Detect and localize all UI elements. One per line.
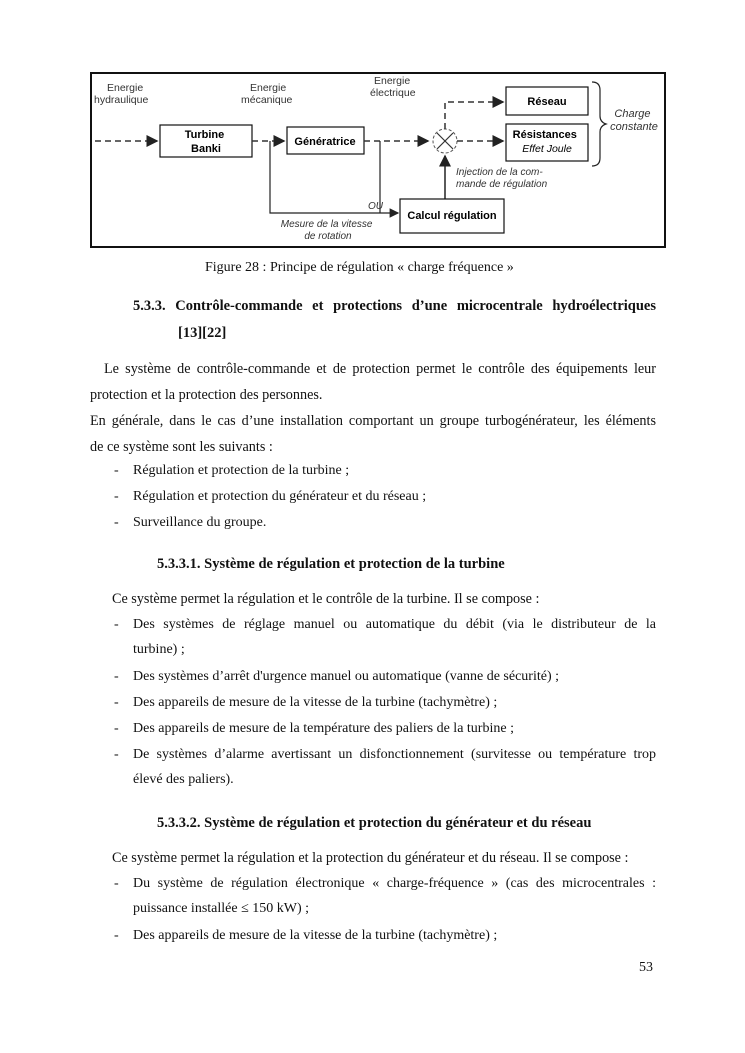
list-item-text: Surveillance du groupe.	[133, 515, 267, 530]
regulation-junction-icon	[433, 129, 457, 153]
page-number: 53	[639, 960, 653, 975]
paragraph-line: En générale, dans le cas d’une installation comportant un groupe turbogénérateur, les éléments	[90, 413, 656, 429]
list-item-text-continued: turbine) ;	[133, 642, 185, 657]
section-heading-5331: 5.3.3.1. Système de régulation et protection de la turbine	[157, 556, 505, 572]
list-item-text: Des appareils de mesure de la vitesse de la turbine (tachymètre) ;	[133, 695, 498, 710]
bullet-dash: -	[114, 463, 119, 478]
regulation-diagram	[90, 72, 666, 248]
label-injection: Injection de la com- mande de régulation	[456, 167, 548, 190]
figure-caption: Figure 28 : Principe de régulation « charge fréquence »	[205, 260, 514, 275]
list-item-text: Des appareils de mesure de la température des paliers de la turbine ;	[133, 721, 514, 736]
bullet-dash: -	[114, 721, 119, 736]
list-item-text: Régulation et protection du générateur et du réseau ;	[133, 489, 427, 504]
list-item-text: Du système de régulation électronique « charge-fréquence » (cas des microcentrales :	[133, 876, 656, 891]
list-item-text: De systèmes d’alarme avertissant un disfonctionnement (survitesse ou température trop	[133, 747, 656, 762]
bullet-dash: -	[114, 928, 119, 943]
calcul-regulation-label: Calcul régulation	[407, 210, 497, 222]
bullet-dash: -	[114, 515, 119, 530]
generatrice-label: Génératrice	[294, 136, 356, 148]
reseau-label: Réseau	[527, 96, 567, 108]
label-mesure-vitesse: Mesure de la vitesse de rotation	[280, 219, 373, 242]
bullet-dash: -	[114, 489, 119, 504]
bullet-dash: -	[114, 617, 119, 632]
label-energie-hydraulique: Energie hydraulique	[94, 82, 149, 106]
label-charge-constante: Charge constante	[610, 108, 658, 133]
paragraph-line: de ce système sont les suivants :	[90, 439, 273, 455]
paragraph-line: Le système de contrôle-commande et de protection permet le contrôle des équipements leur	[104, 361, 656, 377]
section-heading-533-refs: [13][22]	[178, 325, 227, 341]
section-heading-533: 5.3.3. Contrôle-commande et protections d’une microcentrale hydroélectriques	[133, 298, 656, 314]
label-energie-electrique: Energie électrique	[370, 75, 416, 99]
list-item-text-continued: puissance installée ≤ 150 kW) ;	[133, 901, 310, 916]
bullet-dash: -	[114, 747, 119, 762]
paragraph-line: Ce système permet la régulation et la protection du générateur et du réseau. Il se compose :	[112, 850, 629, 866]
bullet-dash: -	[114, 876, 119, 891]
list-item-text-continued: élevé des paliers).	[133, 772, 234, 787]
label-energie-mecanique: Energie mécanique	[241, 82, 293, 106]
resistances-label: Résistances Effet Joule	[512, 129, 577, 155]
bullet-dash: -	[114, 695, 119, 710]
turbine-label: Turbine Banki	[184, 129, 225, 155]
list-item-text: Des systèmes de réglage manuel ou automatique du débit (via le distributeur de la	[133, 617, 656, 632]
paragraph-line: protection et la protection des personnes.	[90, 387, 323, 403]
label-ou: OU	[368, 201, 383, 212]
list-item-text: Des appareils de mesure de la vitesse de la turbine (tachymètre) ;	[133, 928, 498, 943]
list-item-text: Des systèmes d’arrêt d'urgence manuel ou automatique (vanne de sécurité) ;	[133, 669, 559, 684]
paragraph-line: Ce système permet la régulation et le contrôle de la turbine. Il se compose :	[112, 591, 540, 607]
section-heading-5332: 5.3.3.2. Système de régulation et protection du générateur et du réseau	[157, 815, 592, 831]
bullet-dash: -	[114, 669, 119, 684]
list-item-text: Régulation et protection de la turbine ;	[133, 463, 350, 478]
